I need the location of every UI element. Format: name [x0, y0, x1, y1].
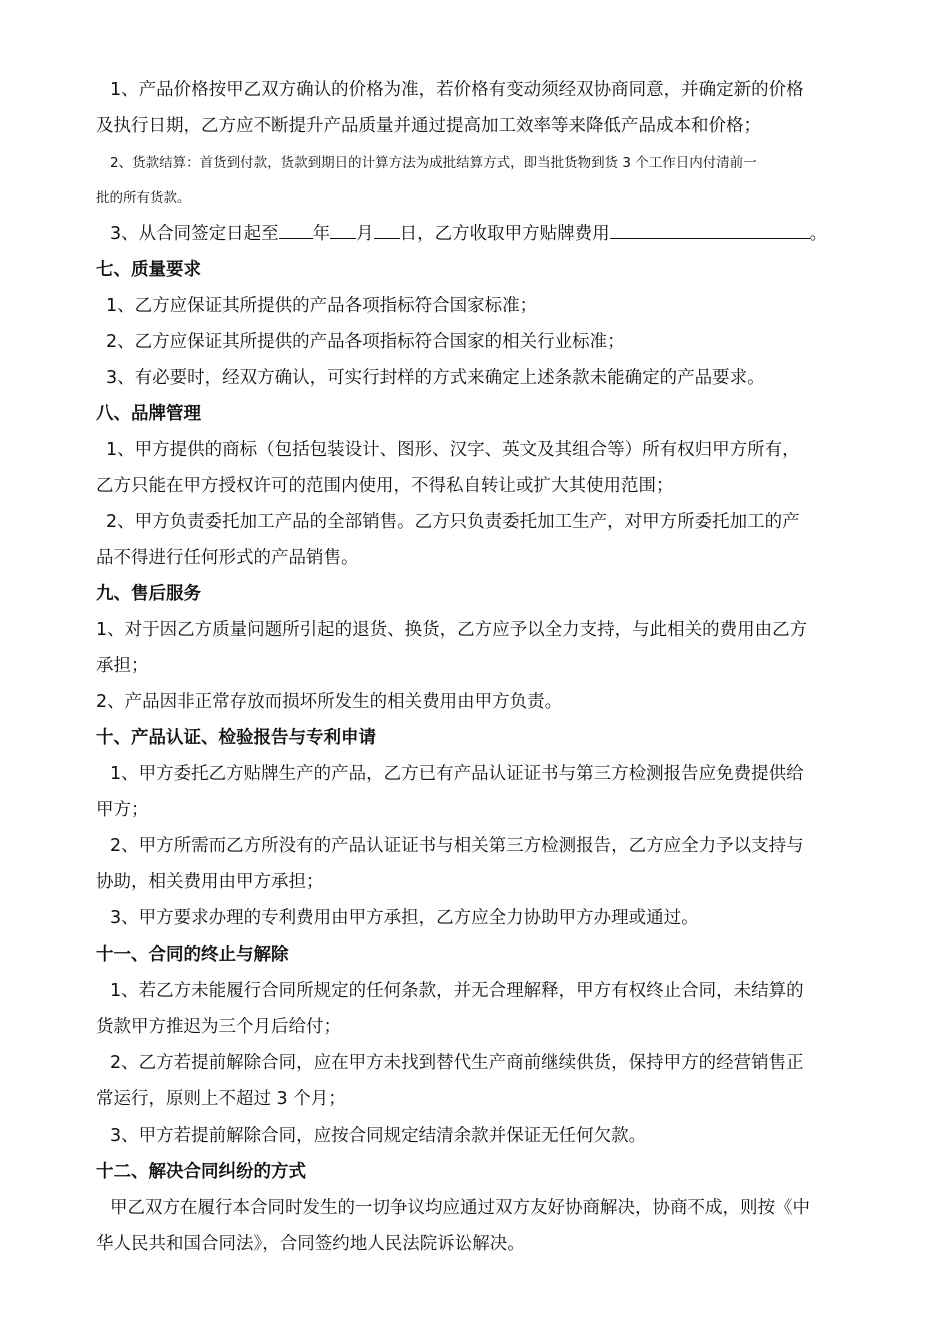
- s8-item1-line2: 乙方只能在甲方授权许可的范围内使用，不得私自转让或扩大其使用范围；: [96, 476, 674, 496]
- s9-item1-line1: 1、对于因乙方质量问题所引起的退货、换货，乙方应予以全力支持，与此相关的费用由乙方: [96, 620, 808, 640]
- s6-item3-part-a: 3、从合同签定日起至: [110, 224, 279, 244]
- s11-item1-line1: 1、若乙方未能履行合同所规定的任何条款，并无合理解释，甲方有权终止合同，未结算的: [110, 981, 804, 1001]
- s10-item1-line2: 甲方；: [96, 800, 149, 820]
- section11-heading: 十一、合同的终止与解除: [96, 945, 289, 965]
- s6-item3-part-e: 。: [809, 224, 828, 244]
- s12-para-line2: 华人民共和国合同法》，合同签约地人民法院诉讼解决。: [96, 1234, 525, 1254]
- section7-heading: 七、质量要求: [96, 260, 201, 280]
- s6-item3: [110, 216, 900, 252]
- section9-heading: 九、售后服务: [96, 584, 201, 604]
- s11-item3: 3、甲方若提前解除合同，应按合同规定结清余款并保证无任何欠款。: [110, 1126, 647, 1146]
- section10-heading: 十、产品认证、检验报告与专利申请: [96, 728, 376, 748]
- s8-item2-line1: 2、甲方负责委托加工产品的全部销售。乙方只负责委托加工生产，对甲方所委托加工的产: [106, 512, 800, 532]
- s8-item2-line2: 品不得进行任何形式的产品销售。: [96, 548, 359, 568]
- s8-item1-line1: 1、甲方提供的商标（包括包装设计、图形、汉字、英文及其组合等）所有权归甲方所有，: [106, 440, 800, 460]
- s6-item1-line2: 及执行日期，乙方应不断提升产品质量并通过提高加工效率等来降低产品成本和价格；: [96, 116, 761, 136]
- s6-item2-line2: 批的所有货款。: [96, 190, 191, 206]
- s6-item3-part-c: 月: [356, 224, 374, 244]
- s11-item2-line2: 常运行，原则上不超过 3 个月；: [96, 1089, 346, 1109]
- s7-item2: 2、乙方应保证其所提供的产品各项指标符合国家的相关行业标准；: [106, 332, 625, 352]
- fee-blank: [610, 220, 810, 239]
- s7-item1: 1、乙方应保证其所提供的产品各项指标符合国家标准；: [106, 296, 538, 316]
- section12-heading: 十二、解决合同纠纷的方式: [96, 1162, 306, 1182]
- s10-item3: 3、甲方要求办理的专利费用由甲方承担，乙方应全力协助甲方办理或通过。: [110, 908, 699, 928]
- s6-item3-part-b: 年: [312, 224, 331, 244]
- s6-item3-part-d: 日，乙方收取甲方贴牌费用: [399, 224, 610, 244]
- s6-item2-line1: 2、货款结算：首货到付款，货款到期日的计算方法为成批结算方式，即当批货物到货 3 个工作日内付清前一: [110, 155, 757, 171]
- s10-item1-line1: 1、甲方委托乙方贴牌生产的产品，乙方已有产品认证证书与第三方检测报告应免费提供给: [110, 764, 804, 784]
- s11-item1-line2: 货款甲方推迟为三个月后给付；: [96, 1017, 341, 1037]
- year-blank: [279, 220, 313, 239]
- s12-para-line1: 甲乙双方在履行本合同时发生的一切争议均应通过双方友好协商解决，协商不成，则按《中: [110, 1198, 810, 1218]
- s7-item3: 3、有必要时，经双方确认，可实行封样的方式来确定上述条款未能确定的产品要求。: [106, 368, 765, 388]
- day-blank: [374, 220, 400, 239]
- s6-item1-line1: 1、产品价格按甲乙双方确认的价格为准，若价格有变动须经双协商同意，并确定新的价格: [110, 80, 804, 100]
- s10-item2-line1: 2、甲方所需而乙方所没有的产品认证证书与相关第三方检测报告，乙方应全力予以支持与: [110, 836, 804, 856]
- s10-item2-line2: 协助，相关费用由甲方承担；: [96, 872, 324, 892]
- month-blank: [330, 220, 356, 239]
- s11-item2-line1: 2、乙方若提前解除合同，应在甲方未找到替代生产商前继续供货，保持甲方的经营销售正: [110, 1053, 804, 1073]
- s9-item2: 2、产品因非正常存放而损坏所发生的相关费用由甲方负责。: [96, 692, 563, 712]
- s9-item1-line2: 承担；: [96, 656, 149, 676]
- section8-heading: 八、品牌管理: [96, 404, 201, 424]
